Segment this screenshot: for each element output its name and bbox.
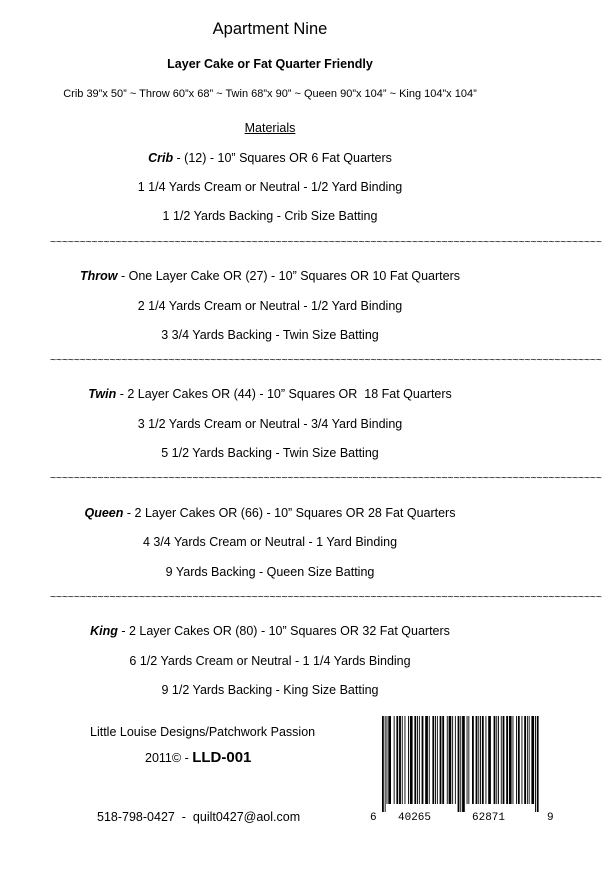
barcode-bar <box>440 716 442 804</box>
barcode-bar <box>429 716 430 804</box>
barcode-bar <box>447 716 448 804</box>
queen-fabric: - 2 Layer Cakes OR (66) - 10” Squares OR 28 Fat Quarters <box>123 506 456 520</box>
barcode-bar <box>425 716 428 804</box>
barcode-bar <box>524 716 526 804</box>
barcode-digit-check: 9 <box>547 812 554 824</box>
throw-fabric: - One Layer Cake OR (27) - 10” Squares OR 10 Fat Quarters <box>117 269 460 283</box>
twin-label: Twin <box>88 387 117 401</box>
queen-line-2: 4 3/4 Yards Cream or Neutral - 1 Yard Binding <box>142 535 398 549</box>
barcode-bar <box>382 716 384 812</box>
queen-line-3: 9 Yards Backing - Queen Size Batting <box>165 565 375 579</box>
barcode-bar <box>472 716 474 804</box>
throw-line-3: 3 3/4 Yards Backing - Twin Size Batting <box>161 328 379 342</box>
barcode-bar <box>432 716 434 804</box>
barcode-bar <box>442 716 444 804</box>
barcode-bar <box>410 716 413 804</box>
barcode-bar <box>422 716 424 804</box>
barcode-bar <box>419 716 420 804</box>
barcode-bar <box>537 716 539 812</box>
twin-fabric: - 2 Layer Cakes OR (44) - 10” Squares OR 18 Fat Quarters <box>116 387 452 401</box>
crib-fabric: - (12) - 10” Squares OR 6 Fat Quarters <box>173 151 392 165</box>
king-line-2: 6 1/2 Yards Cream or Neutral - 1 1/4 Yards Binding <box>129 654 411 668</box>
barcode-bar <box>476 716 478 804</box>
barcode-bar <box>458 716 460 812</box>
copyright-line <box>145 749 251 766</box>
barcode-bar <box>435 716 436 804</box>
barcode-bar <box>385 716 386 812</box>
crib-line-2: 1 1/4 Yards Cream or Neutral - 1/2 Yard Binding <box>137 180 403 194</box>
barcode-bar <box>482 716 484 804</box>
barcode-bar <box>535 716 536 812</box>
king-line-1 <box>0 624 540 638</box>
barcode-bar <box>498 716 499 804</box>
barcode-bar <box>399 716 401 804</box>
separator: ~~~~~~~~~~~~~~~~~~~~~~~~~~~~~~~~~~~~~~~~~~~~~~~~~~~~~~~~~~~~~~~~~~~~~~~~~~~~~~~~~~~~~~~~~~~~~ <box>50 591 602 603</box>
barcode-bar <box>518 716 520 804</box>
barcode-bar <box>529 716 530 804</box>
pattern-code: LLD-001 <box>192 749 252 766</box>
barcode-bar <box>449 716 452 804</box>
crib-label: Crib <box>148 151 174 165</box>
barcode-group-left: 40265 <box>398 812 432 824</box>
barcode-bar <box>501 716 502 804</box>
contact-line <box>97 810 300 824</box>
throw-line-1 <box>0 269 540 283</box>
queen-label: Queen <box>84 506 124 520</box>
throw-line-2: 2 1/4 Yards Cream or Neutral - 1/2 Yard Binding <box>137 299 403 313</box>
crib-line-1 <box>0 151 540 165</box>
barcode-bar <box>414 716 416 804</box>
barcode-bar <box>468 716 469 804</box>
email-address[interactable]: quilt0427@aol.com <box>192 810 301 824</box>
barcode-bar <box>462 716 465 812</box>
king-fabric: - 2 Layer Cakes OR (80) - 10” Squares OR 32 Fat Quarters <box>117 624 450 638</box>
barcode-bar <box>396 716 398 804</box>
barcode-bar <box>488 716 491 804</box>
barcode-bar <box>478 716 479 804</box>
barcode-bar <box>494 716 496 804</box>
barcode-bar <box>402 716 403 804</box>
barcode-bar <box>452 716 453 804</box>
throw-label: Throw <box>80 269 118 283</box>
barcode-bar <box>467 716 468 804</box>
king-line-3: 9 1/2 Yards Backing - King Size Batting <box>161 683 379 697</box>
separator: ~~~~~~~~~~~~~~~~~~~~~~~~~~~~~~~~~~~~~~~~~~~~~~~~~~~~~~~~~~~~~~~~~~~~~~~~~~~~~~~~~~~~~~~~~~~~~ <box>50 472 602 484</box>
barcode-bar <box>408 716 409 804</box>
crib-line-3: 1 1/2 Yards Backing - Crib Size Batting <box>162 209 378 223</box>
barcode-group-right: 62871 <box>472 812 506 824</box>
barcode-digit-lead: 6 <box>370 812 377 824</box>
phone-number: 518-798-0427 <box>97 810 175 824</box>
barcode-bar <box>513 716 514 804</box>
twin-line-1 <box>0 387 540 401</box>
company-name: Little Louise Designs/Patchwork Passion <box>90 725 316 739</box>
separator: ~~~~~~~~~~~~~~~~~~~~~~~~~~~~~~~~~~~~~~~~~~~~~~~~~~~~~~~~~~~~~~~~~~~~~~~~~~~~~~~~~~~~~~~~~~~~~ <box>50 236 602 248</box>
barcode <box>380 716 540 812</box>
barcode-bar <box>516 716 517 804</box>
barcode-bar <box>455 716 456 804</box>
pattern-subtitle: Layer Cake or Fat Quarter Friendly <box>167 57 373 71</box>
barcode-bar <box>394 716 395 804</box>
contact-sep: - <box>174 810 193 824</box>
barcode-bar <box>405 716 406 804</box>
barcode-bar <box>506 716 508 804</box>
barcode-bar <box>417 716 418 804</box>
materials-heading: Materials <box>244 121 296 135</box>
barcode-bar <box>522 716 523 804</box>
barcode-bar <box>480 716 481 804</box>
barcode-bar <box>527 716 528 804</box>
barcode-bar <box>531 716 534 804</box>
barcode-bar <box>496 716 497 804</box>
separator: ~~~~~~~~~~~~~~~~~~~~~~~~~~~~~~~~~~~~~~~~~~~~~~~~~~~~~~~~~~~~~~~~~~~~~~~~~~~~~~~~~~~~~~~~~~~~~ <box>50 354 602 366</box>
twin-line-3: 5 1/2 Yards Backing - Twin Size Batting <box>161 446 379 460</box>
pattern-title: Apartment Nine <box>212 20 328 38</box>
barcode-bar <box>460 716 461 812</box>
barcode-bar <box>509 716 512 804</box>
king-label: King <box>90 624 118 638</box>
barcode-bar <box>503 716 505 804</box>
barcode-bar <box>387 716 388 804</box>
twin-line-2: 3 1/2 Yards Cream or Neutral - 3/4 Yard Binding <box>137 417 403 431</box>
barcode-bar <box>388 716 391 804</box>
size-list: Crib 39”x 50” ~ Throw 60”x 68” ~ Twin 68”x 90” ~ Queen 90”x 104” ~ King 104”x 104” <box>63 88 477 100</box>
barcode-bar <box>437 716 438 804</box>
barcode-bar <box>486 716 487 804</box>
queen-line-1 <box>0 506 540 520</box>
copyright-year: 2011© - <box>145 751 193 765</box>
